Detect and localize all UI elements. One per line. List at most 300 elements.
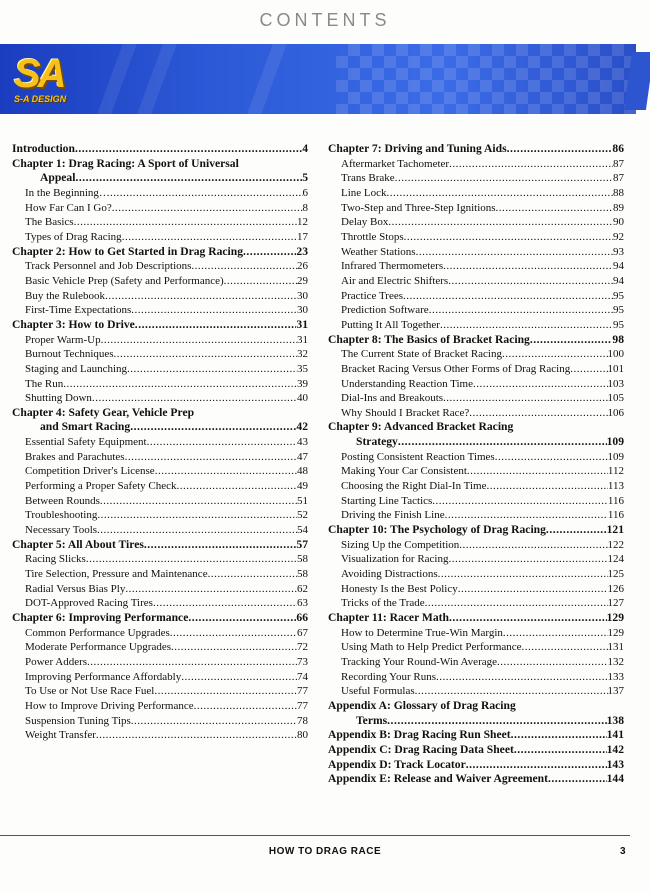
toc-entry-title: Recording Your Runs — [341, 670, 437, 683]
toc-chapter-entry — [12, 538, 308, 553]
toc-section-entry — [12, 567, 308, 582]
toc-entry-title: The Current State of Bracket Racing — [341, 348, 502, 361]
toc-page-number: 32 — [297, 348, 308, 361]
toc-page-number: 51 — [297, 494, 308, 507]
toc-section-entry — [12, 699, 308, 714]
toc-leader-dots — [497, 655, 608, 670]
toc-leader-dots — [473, 377, 608, 392]
toc-page-number: 109 — [606, 435, 624, 449]
toc-leader-dots — [415, 684, 608, 699]
toc-leader-dots — [131, 714, 297, 729]
toc-page-number: 40 — [297, 392, 308, 405]
toc-section-entry — [328, 670, 624, 685]
toc-section-entry — [12, 377, 308, 392]
toc-leader-dots — [86, 552, 297, 567]
toc-page-number: 93 — [613, 245, 624, 258]
toc-section-entry — [328, 157, 624, 172]
toc-entry-title: Types of Drag Racing — [25, 230, 122, 243]
toc-leader-dots — [416, 245, 613, 260]
toc-leader-dots — [194, 699, 297, 714]
footer-divider — [0, 835, 630, 836]
toc-entry-title: Choosing the Right Dial-In Time — [341, 480, 487, 493]
toc-entry-title: Suspension Tuning Tips — [25, 714, 131, 727]
toc-section-entry — [12, 670, 308, 685]
toc-page-number: 88 — [613, 186, 624, 199]
toc-leader-dots — [443, 259, 613, 274]
toc-section-entry — [12, 450, 308, 465]
toc-chapter-entry — [328, 611, 624, 626]
toc-page-number: 109 — [607, 450, 624, 463]
toc-entry-title: Appendix E: Release and Waiver Agreement — [328, 772, 548, 786]
toc-page-number: 77 — [297, 699, 308, 712]
toc-page-number: 112 — [607, 465, 624, 478]
toc-leader-dots — [403, 289, 613, 304]
toc-page-number: 94 — [613, 260, 624, 273]
toc-page-number: 127 — [607, 597, 624, 610]
toc-leader-dots — [503, 626, 608, 641]
toc-page-number: 133 — [607, 670, 624, 683]
toc-entry-title: Weather Stations — [341, 245, 416, 258]
toc-leader-dots — [496, 201, 613, 216]
toc-page-number: 30 — [297, 289, 308, 302]
toc-entry-title: Between Rounds — [25, 494, 100, 507]
toc-section-entry — [328, 494, 624, 509]
toc-section-entry — [12, 274, 308, 289]
toc-chapter-entry — [328, 758, 624, 773]
toc-page-number: 17 — [297, 230, 308, 243]
toc-page-number: 125 — [607, 568, 624, 581]
toc-entry-title: Track Personnel and Job Descriptions — [25, 260, 192, 273]
toc-entry-title: Strategy — [356, 435, 398, 449]
toc-page-number: 29 — [297, 274, 308, 287]
toc-leader-dots — [387, 186, 613, 201]
toc-entry-title: Burnout Techniques — [25, 348, 114, 361]
toc-leader-dots — [486, 479, 607, 494]
toc-chapter-entry — [12, 611, 308, 626]
toc-section-entry — [12, 289, 308, 304]
toc-entry-title: Two-Step and Three-Step Ignitions — [341, 201, 496, 214]
toc-entry-title: Appendix C: Drag Racing Data Sheet — [328, 742, 514, 756]
toc-entry-title: Essential Safety Equipment — [25, 436, 147, 449]
toc-leader-dots — [112, 201, 303, 216]
toc-entry-title: Chapter 10: The Psychology of Drag Racing — [328, 523, 546, 537]
toc-entry-title: Introduction — [12, 142, 75, 155]
toc-section-entry — [328, 567, 624, 582]
toc-leader-dots — [466, 758, 607, 773]
toc-leader-dots — [443, 391, 607, 406]
toc-entry-title: Tire Selection, Pressure and Maintenance — [25, 568, 208, 581]
toc-leader-dots — [181, 670, 297, 685]
toc-entry-title: Basic Vehicle Prep (Safety and Performance) — [25, 274, 224, 287]
toc-leader-dots — [469, 406, 607, 421]
toc-leader-dots — [177, 479, 297, 494]
toc-page-number: 124 — [607, 553, 624, 566]
toc-leader-dots — [511, 728, 607, 743]
toc-page-number: 129 — [606, 611, 624, 624]
toc-entry-title: Throttle Stops — [341, 230, 404, 243]
toc-leader-dots — [514, 743, 607, 758]
toc-section-entry — [12, 259, 308, 274]
toc-page-number: 101 — [607, 362, 624, 375]
toc-entry-title: The Basics — [25, 216, 74, 229]
toc-entry-title: First-Time Expectations — [25, 304, 132, 317]
toc-chapter-entry — [328, 523, 624, 538]
toc-leader-dots — [147, 435, 297, 450]
toc-entry-title: Starting Line Tactics — [341, 494, 433, 507]
toc-leader-dots — [63, 377, 297, 392]
toc-page-number: 121 — [606, 523, 624, 537]
toc-section-entry — [12, 201, 308, 216]
toc-chapter-entry — [12, 318, 308, 333]
toc-right-column — [328, 142, 624, 787]
toc-leader-dots — [495, 450, 608, 465]
header-banner — [0, 44, 636, 114]
toc-section-entry — [328, 230, 624, 245]
toc-entry-title: Honesty Is the Best Policy — [341, 582, 458, 595]
toc-section-entry — [328, 596, 624, 611]
toc-entry-title: Avoiding Distractions — [341, 568, 438, 581]
toc-entry-title: Troubleshooting — [25, 509, 98, 522]
toc-page-number: 26 — [297, 260, 308, 273]
toc-leader-dots — [75, 171, 302, 186]
toc-page-number: 89 — [613, 201, 624, 214]
toc-page-number: 141 — [606, 728, 624, 742]
toc-chapter-entry — [328, 772, 624, 787]
toc-leader-dots — [224, 274, 297, 289]
toc-page-number: 103 — [607, 377, 624, 390]
toc-page-number: 98 — [612, 332, 624, 346]
toc-page-number: 62 — [297, 582, 308, 595]
toc-entry-title: Air and Electric Shifters — [341, 274, 449, 287]
toc-page-number: 143 — [606, 757, 624, 771]
toc-entry-title: Chapter 5: All About Tires — [12, 537, 144, 551]
toc-chapter-entry — [328, 743, 624, 758]
toc-leader-dots — [507, 142, 613, 157]
toc-leader-dots — [449, 611, 607, 626]
toc-leader-dots — [440, 318, 613, 333]
toc-left-column — [12, 142, 308, 743]
toc-entry-title: Posting Consistent Reaction Times — [341, 450, 495, 463]
toc-page-number: 58 — [297, 568, 308, 581]
toc-section-entry — [328, 186, 624, 201]
toc-chapter-entry — [12, 142, 308, 157]
toc-entry-title: Chapter 2: How to Get Started in Drag Racing — [12, 244, 243, 258]
toc-chapter-heading: Chapter 1: Drag Racing: A Sport of Universal — [12, 156, 239, 170]
toc-section-entry — [12, 494, 308, 509]
toc-page-number: 92 — [613, 230, 624, 243]
toc-section-entry — [328, 538, 624, 553]
toc-section-entry — [328, 464, 624, 479]
toc-entry-title: How to Determine True-Win Margin — [341, 626, 503, 639]
toc-section-entry — [12, 464, 308, 479]
toc-entry-title: Bracket Racing Versus Other Forms of Drag Racing — [341, 362, 571, 375]
toc-entry-title: Why Should I Bracket Race? — [341, 406, 470, 419]
toc-entry-title: Dial-Ins and Breakouts — [341, 392, 444, 405]
toc-leader-dots — [122, 230, 297, 245]
toc-page-number: 66 — [296, 611, 308, 624]
toc-page-number: 78 — [297, 714, 308, 727]
toc-chapter-entry — [12, 420, 308, 435]
toc-leader-dots — [502, 347, 608, 362]
toc-entry-title: Using Math to Help Predict Performance — [341, 641, 522, 654]
toc-page-number: 31 — [296, 317, 308, 331]
toc-entry-title: Buy the Rulebook — [25, 289, 106, 302]
toc-entry-title: Performing a Proper Safety Check — [25, 480, 177, 493]
toc-section-entry — [328, 362, 624, 377]
toc-entry-title: DOT-Approved Racing Tires — [25, 597, 153, 610]
toc-leader-dots — [548, 772, 607, 787]
footer-book-title: HOW TO DRAG RACE — [268, 846, 382, 857]
toc-page-number: 87 — [613, 172, 624, 185]
toc-entry-title: Competition Driver's License — [25, 465, 155, 478]
toc-leader-dots — [171, 640, 297, 655]
toc-chapter-entry — [328, 728, 624, 743]
toc-entry-title: Understanding Reaction Time — [341, 377, 473, 390]
toc-page-number: 116 — [607, 494, 624, 507]
toc-leader-dots — [101, 333, 297, 348]
toc-leader-dots — [191, 259, 297, 274]
toc-leader-dots — [546, 523, 607, 538]
toc-page-number: 129 — [607, 626, 624, 639]
toc-leader-dots — [125, 450, 297, 465]
toc-page-number: 105 — [607, 392, 624, 405]
toc-entry-title: Staging and Launching — [25, 362, 128, 375]
toc-entry-title: Line Lock — [341, 186, 387, 199]
toc-page-number: 12 — [297, 216, 308, 229]
toc-entry-title: Visualization for Racing — [341, 553, 449, 566]
toc-page-number: 116 — [607, 509, 624, 522]
toc-leader-dots — [74, 215, 297, 230]
toc-chapter-heading: Appendix A: Glossary of Drag Racing — [328, 698, 516, 712]
toc-page-number: 113 — [607, 480, 624, 493]
toc-leader-dots — [92, 391, 297, 406]
toc-page-number: 86 — [612, 142, 624, 155]
toc-chapter-entry — [328, 435, 624, 450]
toc-page-number: 74 — [297, 670, 308, 683]
toc-leader-dots — [432, 494, 608, 509]
toc-leader-dots — [96, 728, 297, 743]
toc-leader-dots — [110, 186, 303, 201]
toc-leader-dots — [130, 420, 296, 435]
toc-leader-dots — [436, 670, 607, 685]
toc-entry-title: Appendix D: Track Locator — [328, 757, 466, 771]
toc-page-number: 23 — [296, 244, 308, 258]
toc-entry-title: Practice Trees — [341, 289, 404, 302]
toc-leader-dots — [87, 655, 297, 670]
toc-section-entry — [12, 479, 308, 494]
toc-leader-dots — [467, 464, 608, 479]
toc-page-number: 30 — [297, 304, 308, 317]
toc-entry-title: Weight Transfer — [25, 729, 96, 742]
toc-entry-title: Prediction Software — [341, 304, 429, 317]
toc-leader-dots — [100, 494, 297, 509]
toc-section-entry — [328, 347, 624, 362]
toc-entry-title: Proper Warm-Up — [25, 333, 101, 346]
toc-section-entry — [328, 245, 624, 260]
toc-page-number: 126 — [607, 582, 624, 595]
toc-section-entry — [328, 201, 624, 216]
toc-section-entry — [328, 479, 624, 494]
toc-section-entry — [12, 333, 308, 348]
toc-section-entry — [328, 640, 624, 655]
toc-entry-title: Moderate Performance Upgrades — [25, 641, 171, 654]
footer-page-number: 3 — [620, 846, 626, 857]
toc-section-entry — [328, 450, 624, 465]
toc-section-entry — [12, 391, 308, 406]
toc-entry-title: Sizing Up the Competition — [341, 538, 460, 551]
toc-leader-dots — [125, 582, 297, 597]
toc-entry-title: Brakes and Parachutes — [25, 450, 125, 463]
toc-section-entry — [328, 303, 624, 318]
toc-leader-dots — [438, 567, 608, 582]
toc-leader-dots — [425, 596, 608, 611]
toc-page-number: 48 — [297, 465, 308, 478]
toc-entry-title: Radial Versus Bias Ply — [25, 582, 126, 595]
toc-page-number: 58 — [297, 553, 308, 566]
toc-entry-title: Trans Brake — [341, 172, 395, 185]
toc-section-entry — [328, 655, 624, 670]
toc-section-entry — [12, 728, 308, 743]
toc-page-number: 54 — [297, 524, 308, 537]
toc-leader-dots — [398, 435, 607, 450]
toc-entry-title: and Smart Racing — [40, 420, 131, 434]
toc-page-number: 57 — [296, 537, 308, 551]
toc-entry-title: In the Beginning… — [25, 186, 110, 199]
toc-page-number: 90 — [613, 216, 624, 229]
toc-leader-dots — [445, 508, 608, 523]
toc-leader-dots — [530, 333, 613, 348]
toc-leader-dots — [97, 508, 297, 523]
toc-leader-dots — [154, 684, 297, 699]
toc-section-entry — [12, 347, 308, 362]
toc-page-number: 132 — [607, 655, 624, 668]
toc-leader-dots — [448, 552, 607, 567]
toc-page-number: 39 — [297, 377, 308, 390]
toc-page-number: 73 — [297, 655, 308, 668]
toc-section-entry — [328, 171, 624, 186]
toc-section-entry — [12, 186, 308, 201]
toc-leader-dots — [105, 289, 297, 304]
toc-entry-title: How Far Can I Go? — [25, 201, 112, 214]
toc-leader-dots — [429, 303, 613, 318]
toc-leader-dots — [448, 274, 613, 289]
toc-leader-dots — [75, 142, 302, 157]
toc-page-number: 72 — [297, 641, 308, 654]
toc-page-number: 144 — [606, 772, 624, 786]
toc-section-entry — [12, 362, 308, 377]
toc-entry-title: Chapter 11: Racer Math — [328, 611, 449, 624]
toc-leader-dots — [459, 538, 607, 553]
toc-section-entry — [12, 596, 308, 611]
toc-section-entry — [12, 215, 308, 230]
toc-entry-title: Improving Performance Affordably — [25, 670, 182, 683]
toc-page-number: 122 — [607, 538, 624, 551]
toc-leader-dots — [387, 714, 606, 729]
toc-page-number: 94 — [613, 274, 624, 287]
toc-page-number: 35 — [297, 362, 308, 375]
toc-leader-dots — [155, 464, 297, 479]
toc-section-entry — [12, 714, 308, 729]
toc-page-number: 67 — [297, 626, 308, 639]
toc-entry-title: Power Adders — [25, 655, 88, 668]
toc-section-entry — [328, 406, 624, 421]
toc-section-entry — [328, 626, 624, 641]
toc-leader-dots — [131, 303, 297, 318]
toc-leader-dots — [144, 538, 297, 553]
toc-entry-title: Delay Box — [341, 216, 389, 229]
page-title: CONTENTS — [259, 10, 391, 30]
toc-section-entry — [12, 552, 308, 567]
toc-section-entry — [12, 582, 308, 597]
toc-page-number: 142 — [606, 742, 624, 756]
toc-section-entry — [12, 523, 308, 538]
toc-entry-title: Terms — [356, 713, 388, 727]
toc-chapter-entry — [328, 333, 624, 348]
toc-section-entry — [328, 508, 624, 523]
toc-section-entry — [12, 684, 308, 699]
toc-leader-dots — [458, 582, 608, 597]
toc-section-entry — [328, 215, 624, 230]
toc-page-number: 5 — [302, 171, 308, 185]
toc-entry-title: Tricks of the Trade — [341, 597, 425, 610]
toc-section-entry — [12, 303, 308, 318]
toc-entry-title: Chapter 7: Driving and Tuning Aids — [328, 142, 507, 155]
toc-leader-dots — [522, 640, 608, 655]
toc-section-entry — [328, 377, 624, 392]
toc-page-number: 49 — [297, 480, 308, 493]
toc-entry-title: Putting It All Together — [341, 318, 440, 331]
toc-leader-dots — [570, 362, 607, 377]
toc-section-entry — [328, 318, 624, 333]
toc-entry-title: Chapter 6: Improving Performance — [12, 611, 189, 624]
toc-section-entry — [12, 655, 308, 670]
toc-page-number: 100 — [607, 348, 624, 361]
toc-leader-dots — [449, 157, 613, 172]
toc-section-entry — [12, 508, 308, 523]
toc-chapter-heading: Chapter 9: Advanced Bracket Racing — [328, 420, 514, 434]
toc-section-entry — [12, 435, 308, 450]
toc-section-entry — [328, 259, 624, 274]
toc-page-number: 47 — [297, 450, 308, 463]
toc-section-entry — [12, 626, 308, 641]
toc-page-number: 77 — [297, 685, 308, 698]
toc-section-entry — [328, 391, 624, 406]
toc-page-number: 52 — [297, 509, 308, 522]
toc-leader-dots — [97, 523, 297, 538]
toc-section-entry — [12, 230, 308, 245]
toc-section-entry — [328, 684, 624, 699]
toc-page-number: 138 — [606, 713, 624, 727]
sa-design-logo: SA S-A DESIGN — [14, 52, 67, 104]
toc-entry-title: Appeal — [40, 171, 76, 185]
toc-page-number: 95 — [613, 289, 624, 302]
toc-leader-dots — [127, 362, 297, 377]
toc-page-number: 4 — [302, 142, 308, 155]
toc-leader-dots — [404, 230, 613, 245]
toc-leader-dots — [114, 347, 297, 362]
toc-page-number: 43 — [297, 436, 308, 449]
toc-entry-title: Common Performance Upgrades — [25, 626, 170, 639]
toc-page-number: 63 — [297, 597, 308, 610]
toc-chapter-entry — [328, 142, 624, 157]
toc-page-number: 106 — [607, 406, 624, 419]
toc-chapter-heading: Chapter 4: Safety Gear, Vehicle Prep — [12, 405, 195, 419]
toc-entry-title: Racing Slicks — [25, 553, 86, 566]
toc-entry-title: Chapter 8: The Basics of Bracket Racing — [328, 332, 530, 346]
toc-entry-title: Aftermarket Tachometer — [341, 157, 450, 170]
toc-entry-title: To Use or Not Use Race Fuel — [25, 685, 155, 698]
toc-entry-title: Chapter 3: How to Drive — [12, 317, 135, 331]
